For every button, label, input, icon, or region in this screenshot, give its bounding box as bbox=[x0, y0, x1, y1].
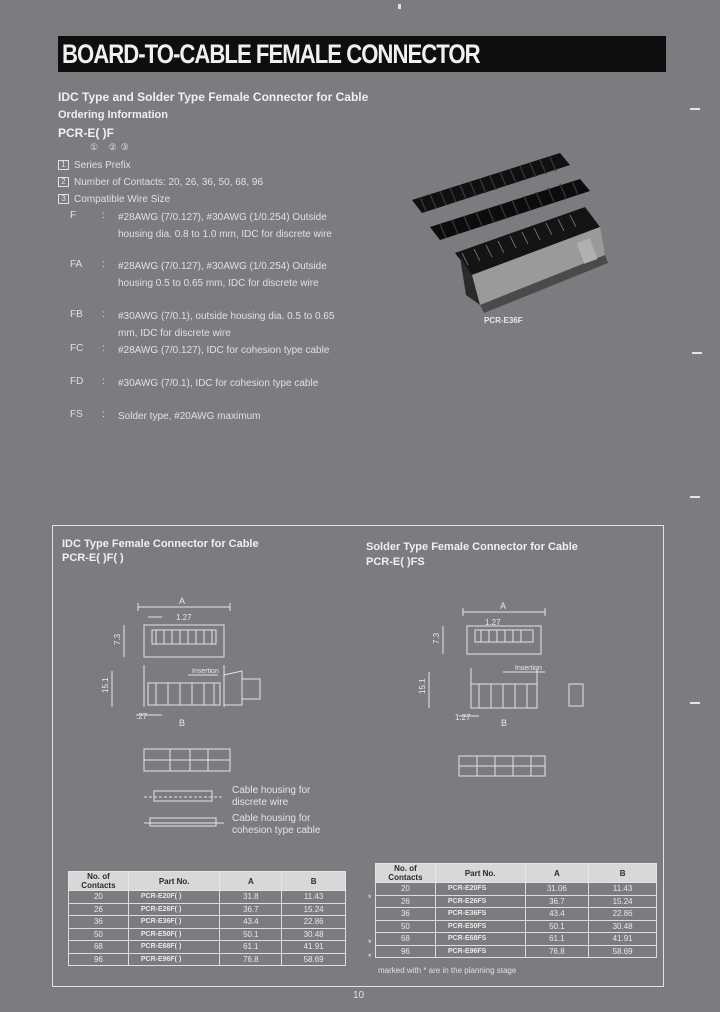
spec-text: Compatible Wire Size bbox=[74, 194, 171, 205]
part-markers: ① ②③ bbox=[90, 142, 133, 152]
solder-dim-pitch-low: 1.27 bbox=[455, 713, 471, 722]
part-code: PCR-E( )F bbox=[58, 126, 114, 140]
solder-dim-a: A bbox=[499, 601, 507, 611]
solder-dim-b: B bbox=[500, 718, 508, 728]
wire-code: FD bbox=[70, 376, 84, 387]
legend-cohesion: Cable housing for cohesion type cable bbox=[232, 813, 321, 836]
punch-mark bbox=[398, 4, 401, 9]
table-header: No. of Contacts bbox=[376, 864, 436, 883]
table-cell: PCR-E96FS bbox=[435, 945, 525, 958]
idc-drawing bbox=[96, 595, 276, 730]
intro-title: IDC Type and Solder Type Female Connector for Cable bbox=[58, 90, 369, 104]
table-cell: 58.69 bbox=[282, 953, 346, 966]
idc-dimension-table bbox=[68, 871, 346, 966]
ordering-heading: Ordering Information bbox=[58, 109, 168, 121]
table-row bbox=[69, 941, 346, 954]
table-cell: PCR-E26FS bbox=[435, 895, 525, 908]
table-row bbox=[69, 891, 346, 904]
table-header-row bbox=[69, 872, 346, 891]
margin-tick bbox=[690, 702, 700, 704]
table-cell: PCR-E50FS bbox=[435, 920, 525, 933]
solder-bottom-view bbox=[455, 752, 550, 780]
table-header: B bbox=[282, 872, 346, 891]
solder-dim-height: 15.1 bbox=[418, 678, 427, 694]
margin-tick bbox=[690, 496, 700, 498]
wire-colon: : bbox=[102, 309, 105, 320]
table-row bbox=[69, 916, 346, 929]
wire-desc: Solder type, #20AWG maximum bbox=[118, 411, 261, 422]
wire-desc: #28AWG (7/0.127), #30AWG (1/0.254) Outside housing 0.5 to 0.65 mm, IDC for discrete wire bbox=[118, 261, 327, 289]
idc-dim-a: A bbox=[178, 596, 186, 606]
planning-note: marked with * are in the planning stage bbox=[378, 966, 517, 975]
idc-dim-pitch-low: .27 bbox=[136, 712, 148, 721]
wire-desc: #28AWG (7/0.127), IDC for cohesion type cable bbox=[118, 345, 330, 356]
table-cell: 96 bbox=[69, 953, 129, 966]
wire-code: FA bbox=[70, 259, 83, 270]
solder-drawing bbox=[415, 598, 595, 728]
solder-insertion-label: Insertion bbox=[515, 665, 542, 672]
table-cell: 20 bbox=[69, 891, 129, 904]
table-cell: 76.8 bbox=[220, 953, 282, 966]
spec-contacts bbox=[58, 177, 263, 188]
spec-num: 2 bbox=[58, 177, 69, 187]
legend-discrete: Cable housing for discrete wire bbox=[232, 785, 311, 808]
idc-insertion-label: Insertion bbox=[192, 668, 219, 675]
spec-wire-size bbox=[58, 194, 170, 205]
table-cell: PCR-E20F( ) bbox=[128, 891, 220, 904]
table-header: A bbox=[525, 864, 589, 883]
table-cell: 50.1 bbox=[220, 928, 282, 941]
table-cell: 22.86 bbox=[282, 916, 346, 929]
table-cell: 36.7 bbox=[220, 903, 282, 916]
wire-code: FB bbox=[70, 309, 83, 320]
margin-tick bbox=[692, 352, 702, 354]
wire-colon: : bbox=[102, 376, 105, 387]
table-row bbox=[69, 928, 346, 941]
table-cell: PCR-E68FS bbox=[435, 933, 525, 946]
wire-colon: : bbox=[102, 343, 105, 354]
table-cell: 36 bbox=[376, 908, 436, 921]
photo-caption: PCR-E36F bbox=[484, 316, 523, 325]
wire-desc: #30AWG (7/0.1), outside housing dia. 0.5 to 0.65 mm, IDC for discrete wire bbox=[118, 311, 335, 339]
table-row bbox=[376, 945, 657, 958]
table-cell: 61.1 bbox=[220, 941, 282, 954]
idc-housing-legend-icons bbox=[140, 785, 230, 835]
table-row bbox=[376, 908, 657, 921]
table-cell: 11.43 bbox=[282, 891, 346, 904]
table-cell: PCR-E20FS bbox=[435, 883, 525, 896]
table-cell: 26 bbox=[376, 895, 436, 908]
table-cell: 30.48 bbox=[589, 920, 657, 933]
spec-text: Number of Contacts: 20, 26, 36, 50, 68, 96 bbox=[74, 177, 264, 188]
margin-tick bbox=[690, 108, 700, 110]
table-header: Part No. bbox=[128, 872, 220, 891]
table-header: A bbox=[220, 872, 282, 891]
table-cell: 31.8 bbox=[220, 891, 282, 904]
table-row bbox=[376, 933, 657, 946]
table-cell: 68 bbox=[376, 933, 436, 946]
table-cell: 76.8 bbox=[525, 945, 589, 958]
table-header: B bbox=[589, 864, 657, 883]
planning-star: * bbox=[368, 952, 372, 962]
wire-desc: #28AWG (7/0.127), #30AWG (1/0.254) Outside housing dia. 0.8 to 1.0 mm, IDC for discrete wire bbox=[118, 212, 332, 240]
table-cell: 61.1 bbox=[525, 933, 589, 946]
wire-code: FS bbox=[70, 409, 83, 420]
table-cell: 43.4 bbox=[525, 908, 589, 921]
table-row bbox=[69, 953, 346, 966]
table-cell: 30.48 bbox=[282, 928, 346, 941]
solder-dim-pitch: 1.27 bbox=[485, 618, 501, 627]
table-row bbox=[376, 883, 657, 896]
table-cell: 50 bbox=[69, 928, 129, 941]
table-cell: 68 bbox=[69, 941, 129, 954]
page-number: 10 bbox=[353, 990, 365, 1001]
table-cell: 26 bbox=[69, 903, 129, 916]
table-cell: 41.91 bbox=[282, 941, 346, 954]
spec-num: 3 bbox=[58, 194, 69, 204]
connector-photo bbox=[400, 145, 615, 315]
wire-colon: : bbox=[102, 210, 105, 221]
table-header: Part No. bbox=[435, 864, 525, 883]
table-cell: 58.69 bbox=[589, 945, 657, 958]
page-banner bbox=[58, 36, 666, 72]
table-cell: PCR-E50F( ) bbox=[128, 928, 220, 941]
idc-dim-side: 7.3 bbox=[113, 633, 122, 645]
table-header-row bbox=[376, 864, 657, 883]
solder-section-title: Solder Type Female Connector for Cable bbox=[366, 541, 578, 553]
table-header: No. of Contacts bbox=[69, 872, 129, 891]
table-cell: 43.4 bbox=[220, 916, 282, 929]
table-cell: 50.1 bbox=[525, 920, 589, 933]
idc-dim-height: 15.1 bbox=[101, 677, 110, 693]
planning-star: * bbox=[368, 938, 372, 948]
table-cell: 20 bbox=[376, 883, 436, 896]
idc-bottom-view bbox=[140, 745, 235, 775]
wire-code: FC bbox=[70, 343, 84, 354]
planning-star: * bbox=[368, 893, 372, 903]
table-cell: 36 bbox=[69, 916, 129, 929]
idc-dim-pitch: 1.27 bbox=[176, 613, 192, 622]
table-cell: PCR-E96F( ) bbox=[128, 953, 220, 966]
solder-dim-side: 7.3 bbox=[432, 632, 441, 644]
idc-section-title: IDC Type Female Connector for Cable bbox=[62, 538, 259, 550]
solder-section-code: PCR-E( )FS bbox=[366, 556, 425, 568]
table-cell: 11.43 bbox=[589, 883, 657, 896]
wire-code: F bbox=[70, 210, 77, 221]
spec-text: Series Prefix bbox=[74, 160, 131, 171]
table-row bbox=[69, 903, 346, 916]
solder-dimension-table bbox=[375, 863, 657, 958]
table-cell: PCR-E36FS bbox=[435, 908, 525, 921]
banner-title: BOARD-TO-CABLE FEMALE CONNECTOR bbox=[62, 39, 480, 69]
wire-desc: #30AWG (7/0.1), IDC for cohesion type cable bbox=[118, 378, 319, 389]
table-cell: 22.86 bbox=[589, 908, 657, 921]
spec-series-prefix bbox=[58, 160, 131, 171]
wire-colon: : bbox=[102, 409, 105, 420]
table-cell: PCR-E68F( ) bbox=[128, 941, 220, 954]
idc-dim-b: B bbox=[178, 718, 186, 728]
table-row bbox=[376, 895, 657, 908]
table-cell: 50 bbox=[376, 920, 436, 933]
table-cell: 15.24 bbox=[589, 895, 657, 908]
spec-num: 1 bbox=[58, 160, 69, 170]
idc-section-code: PCR-E( )F( ) bbox=[62, 552, 124, 564]
table-cell: 36.7 bbox=[525, 895, 589, 908]
table-cell: 96 bbox=[376, 945, 436, 958]
table-cell: 15.24 bbox=[282, 903, 346, 916]
wire-colon: : bbox=[102, 259, 105, 270]
table-cell: 31.06 bbox=[525, 883, 589, 896]
table-cell: 41.91 bbox=[589, 933, 657, 946]
table-row bbox=[376, 920, 657, 933]
table-cell: PCR-E36F( ) bbox=[128, 916, 220, 929]
table-cell: PCR-E26F( ) bbox=[128, 903, 220, 916]
